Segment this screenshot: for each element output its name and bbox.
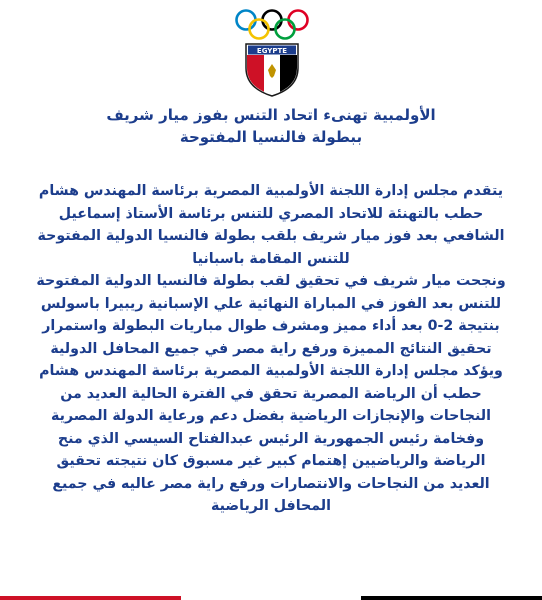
body-line: النجاحات والإنجازات الرياضية بفضل دعم ورعاية الدولة المصرية <box>51 408 491 424</box>
body-line: تحقيق النتائج المميزة ورفع راية مصر في جميع المحافل الدولية <box>50 340 492 357</box>
ring-yellow <box>250 20 269 39</box>
body-line: حطب بالتهنئة للاتحاد المصري للتنس برئاسة الأستاذ إسماعيل <box>58 205 484 222</box>
olympic-committee-logo <box>232 6 312 98</box>
body-line: وفخامة رئيس الجمهورية الرئيس عبدالفتاح السيسي الذي منح <box>57 430 485 447</box>
footer-black-stripe <box>361 596 542 600</box>
headline <box>20 104 522 148</box>
ring-green <box>276 20 295 39</box>
body-line: العديد من النجاحات والانتصارات ورفع راية مصر عاليه في جميع <box>52 475 490 492</box>
body-line: ونجحت ميار شريف في تحقيق لقب بطولة فالنسيا الدولية المفتوحة <box>36 273 506 289</box>
body-line: بنتيجة 2-0 بعد أداء مميز ومشرف طوال مباريات البطولة واستمرار <box>42 318 500 334</box>
body-line: المحافل الرياضية <box>211 498 331 514</box>
footer-red-stripe <box>0 596 181 600</box>
body-line: للتنس بعد الفوز في المباراة النهائية علي الإسبانية ريبيرا باسولس <box>40 295 502 312</box>
headline-line: ببطولة فالنسيا المفتوحة <box>179 128 363 146</box>
article-body <box>12 180 530 518</box>
body-line: يتقدم مجلس إدارة اللجنة الأولمبية المصرية برئاسة المهندس هشام <box>38 183 504 199</box>
body-line: ويؤكد مجلس إدارة اللجنة الأولمبية المصرية برئاسة المهندس هشام <box>39 363 503 379</box>
body-line: حطب أن الرياضة المصرية تحقق في الفترة الحالية العديد من <box>60 385 482 402</box>
logo-label: EGYPTE <box>256 47 288 55</box>
footer-flag-bar <box>0 596 542 600</box>
body-line: الشافعي بعد فوز ميار شريف بلقب بطولة فالنسيا الدولية المفتوحة <box>37 228 505 244</box>
body-line: للتنس المقامة باسبانيا <box>192 250 350 267</box>
body-line: الرياضة والرياضيين إهتمام كبير غير مسبوق كان نتيجته تحقيق <box>56 453 486 469</box>
ring-red <box>289 11 308 30</box>
olympic-logo-icon <box>232 6 312 98</box>
headline-line: الأولمبية تهنىء اتحاد التنس بفوز ميار شريف <box>106 106 436 124</box>
footer-white-stripe <box>181 596 362 600</box>
ring-blue <box>237 11 256 30</box>
ring-black <box>263 11 282 30</box>
